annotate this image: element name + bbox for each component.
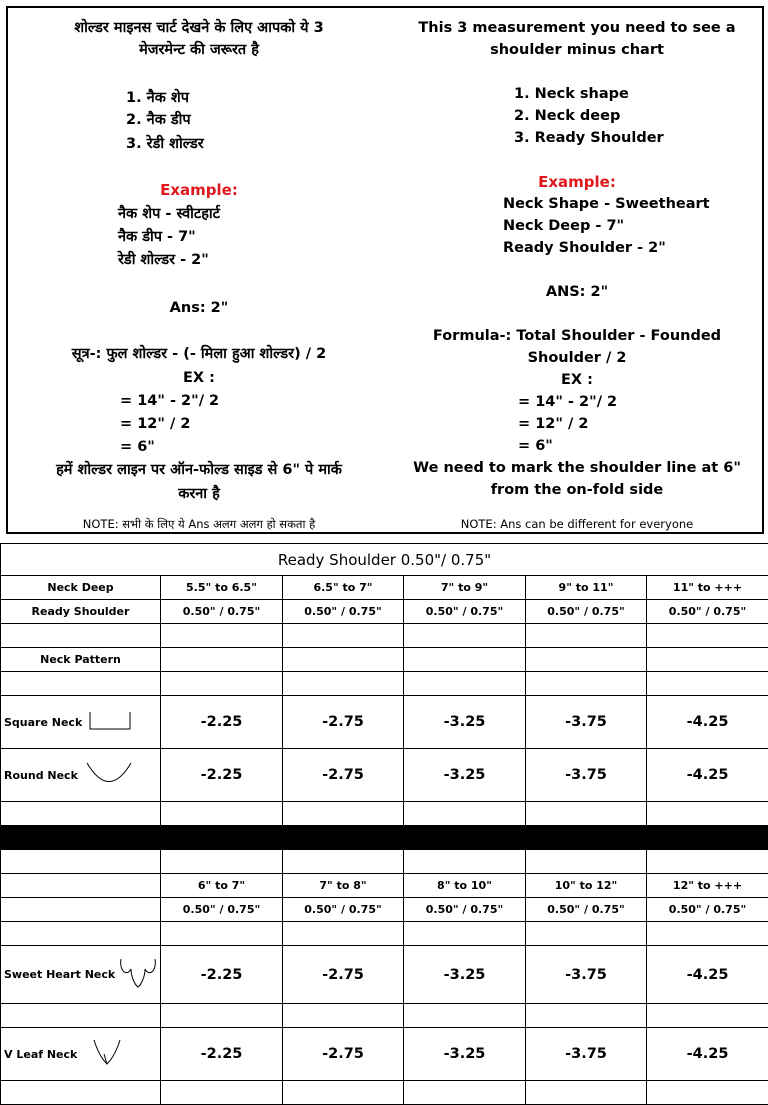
blank-cell xyxy=(647,802,768,826)
blank-cell xyxy=(404,648,526,672)
blank-cell xyxy=(1,850,161,874)
english-calc-2: = 12" / 2 xyxy=(518,414,764,434)
hindi-note: NOTE: सभी के लिए ये Ans अलग अलग हो सकता है xyxy=(8,514,390,534)
blank-cell xyxy=(283,648,404,672)
blank-cell xyxy=(526,802,647,826)
range-cell: 9" to 11" xyxy=(526,576,647,600)
blank-cell xyxy=(161,922,283,946)
blank-cell xyxy=(647,624,768,648)
blank-cell xyxy=(404,850,526,874)
blank-cell xyxy=(404,1081,526,1105)
english-item-1: 1. Neck shape xyxy=(514,84,764,104)
blank-cell xyxy=(161,1081,283,1105)
blank-cell xyxy=(283,672,404,696)
blank-cell xyxy=(526,624,647,648)
blank-cell xyxy=(526,648,647,672)
blank-cell xyxy=(404,672,526,696)
blank-cell xyxy=(526,922,647,946)
shoulder-value-cell: 0.50" / 0.75" xyxy=(283,600,404,624)
hindi-example-line-2: नैक डीप - 7" xyxy=(118,227,390,247)
value-cell: -3.25 xyxy=(404,749,526,802)
blank-cell xyxy=(1,624,161,648)
shoulder-value-cell: 0.50" / 0.75" xyxy=(283,898,404,922)
english-calc-3: = 6" xyxy=(518,436,764,456)
shoulder-value-cell: 0.50" / 0.75" xyxy=(647,898,768,922)
blank-cell xyxy=(526,672,647,696)
hindi-intro-line-1: शोल्डर माइनस चार्ट देखने के लिए आपको ये 3 xyxy=(8,18,390,38)
hindi-example-label: Example: xyxy=(8,180,390,200)
square-neck-row-label xyxy=(1,696,161,749)
range-cell: 6.5" to 7" xyxy=(283,576,404,600)
english-ex-label: EX : xyxy=(390,370,764,390)
v-leaf-neck-icon xyxy=(91,1038,123,1071)
value-cell: -4.25 xyxy=(647,749,768,802)
chart-title: Ready Shoulder 0.50"/ 0.75" xyxy=(1,544,768,576)
english-formula-line-1: Formula-: Total Shoulder - Founded xyxy=(390,326,764,346)
blank-cell xyxy=(526,850,647,874)
neck-pattern-label: Neck Pattern xyxy=(1,648,161,672)
row-label-text: V Leaf Neck xyxy=(4,1048,77,1061)
value-cell: -2.25 xyxy=(161,1028,283,1081)
value-cell: -4.25 xyxy=(647,696,768,749)
shoulder-value-cell: 0.50" / 0.75" xyxy=(161,898,283,922)
hindi-conclusion-line-1: हमें शोल्डर लाइन पर ऑन-फोल्ड साइड से 6" पे मार्क xyxy=(8,460,390,480)
section-divider-bar xyxy=(1,826,768,850)
shoulder-value-cell: 0.50" / 0.75" xyxy=(404,898,526,922)
range-cell: 7" to 9" xyxy=(404,576,526,600)
blank-cell xyxy=(647,850,768,874)
english-calc-1: = 14" - 2"/ 2 xyxy=(518,392,764,412)
blank-cell xyxy=(647,922,768,946)
english-conclusion-line-1: We need to mark the shoulder line at 6" xyxy=(390,458,764,478)
blank-cell xyxy=(161,850,283,874)
range-cell: 12" to +++ xyxy=(647,874,768,898)
value-cell: -3.25 xyxy=(404,1028,526,1081)
blank-cell xyxy=(647,672,768,696)
english-item-3: 3. Ready Shoulder xyxy=(514,128,764,148)
value-cell: -3.25 xyxy=(404,696,526,749)
value-cell: -3.75 xyxy=(526,1028,647,1081)
value-cell: -2.75 xyxy=(283,1028,404,1081)
blank-cell xyxy=(526,1081,647,1105)
range-cell: 8" to 10" xyxy=(404,874,526,898)
hindi-intro-line-2: मेजरमेन्ट की जरूरत है xyxy=(8,40,390,60)
value-cell: -3.75 xyxy=(526,696,647,749)
blank-cell xyxy=(1,922,161,946)
english-formula-line-2: Shoulder / 2 xyxy=(390,348,764,368)
hindi-item-3: 3. रेडी शोल्डर xyxy=(126,134,390,154)
round-neck-icon xyxy=(84,760,134,791)
english-intro-line-2: shoulder minus chart xyxy=(390,40,764,60)
hindi-calc-1: = 14" - 2"/ 2 xyxy=(120,391,390,411)
english-intro-line-1: This 3 measurement you need to see a xyxy=(390,18,764,38)
round-neck-row-label xyxy=(1,749,161,802)
sweetheart-neck-row-label xyxy=(1,946,161,1004)
hindi-example-line-1: नैक शेप - स्वीटहार्ट xyxy=(118,204,390,224)
range-cell: 5.5" to 6.5" xyxy=(161,576,283,600)
shoulder-value-cell: 0.50" / 0.75" xyxy=(526,898,647,922)
hindi-conclusion-line-2: करना है xyxy=(8,484,390,504)
blank-cell xyxy=(404,624,526,648)
english-conclusion-line-2: from the on-fold side xyxy=(390,480,764,500)
blank-cell xyxy=(161,672,283,696)
blank-cell xyxy=(1,802,161,826)
english-example-label: Example: xyxy=(390,172,764,192)
english-example-line-1: Neck Shape - Sweetheart xyxy=(503,194,764,214)
blank-cell xyxy=(283,624,404,648)
row-label-text: Sweet Heart Neck xyxy=(4,968,115,981)
blank-cell xyxy=(647,648,768,672)
value-cell: -4.25 xyxy=(647,946,768,1004)
value-cell: -2.75 xyxy=(283,696,404,749)
blank-cell xyxy=(1,672,161,696)
v-leaf-neck-row-label xyxy=(1,1028,161,1081)
english-example-line-2: Neck Deep - 7" xyxy=(503,216,764,236)
hindi-calc-3: = 6" xyxy=(120,437,390,457)
row-label-text: Round Neck xyxy=(4,769,78,782)
blank-cell xyxy=(283,1081,404,1105)
blank-cell xyxy=(161,648,283,672)
hindi-example-line-3: रेडी शोल्डर - 2" xyxy=(118,250,390,270)
blank-cell xyxy=(1,898,161,922)
blank-cell xyxy=(161,802,283,826)
neck-deep-label: Neck Deep xyxy=(1,576,161,600)
english-note: NOTE: Ans can be different for everyone xyxy=(390,514,764,534)
blank-cell xyxy=(404,922,526,946)
range-cell: 6" to 7" xyxy=(161,874,283,898)
range-cell: 11" to +++ xyxy=(647,576,768,600)
shoulder-value-cell: 0.50" / 0.75" xyxy=(647,600,768,624)
shoulder-value-cell: 0.50" / 0.75" xyxy=(161,600,283,624)
sweetheart-neck-icon xyxy=(117,957,159,992)
value-cell: -2.75 xyxy=(283,946,404,1004)
english-item-2: 2. Neck deep xyxy=(514,106,764,126)
value-cell: -2.25 xyxy=(161,696,283,749)
value-cell: -3.25 xyxy=(404,946,526,1004)
value-cell: -2.75 xyxy=(283,749,404,802)
english-example-line-3: Ready Shoulder - 2" xyxy=(503,238,764,258)
hindi-formula: सूत्र-: फुल शोल्डर - (- मिला हुआ शोल्डर) / 2 xyxy=(8,344,390,364)
hindi-item-1: 1. नैक शेप xyxy=(126,88,390,108)
instruction-box xyxy=(6,6,764,534)
blank-cell xyxy=(283,922,404,946)
blank-cell xyxy=(283,850,404,874)
hindi-ex-label: EX : xyxy=(8,368,390,388)
value-cell: -2.25 xyxy=(161,749,283,802)
hindi-answer: Ans: 2" xyxy=(8,298,390,318)
square-neck-icon xyxy=(88,710,132,735)
shoulder-value-cell: 0.50" / 0.75" xyxy=(404,600,526,624)
row-label-text: Square Neck xyxy=(4,716,82,729)
hindi-calc-2: = 12" / 2 xyxy=(120,414,390,434)
value-cell: -3.75 xyxy=(526,946,647,1004)
value-cell: -3.75 xyxy=(526,749,647,802)
hindi-item-2: 2. नैक डीप xyxy=(126,110,390,130)
blank-cell xyxy=(283,802,404,826)
blank-cell xyxy=(1,1081,161,1105)
english-answer: ANS: 2" xyxy=(390,282,764,302)
shoulder-value-cell: 0.50" / 0.75" xyxy=(526,600,647,624)
shoulder-minus-chart xyxy=(0,543,768,1105)
blank-cell xyxy=(1,874,161,898)
range-cell: 10" to 12" xyxy=(526,874,647,898)
range-cell: 7" to 8" xyxy=(283,874,404,898)
ready-shoulder-label: Ready Shoulder xyxy=(1,600,161,624)
value-cell: -2.25 xyxy=(161,946,283,1004)
blank-cell xyxy=(404,802,526,826)
blank-cell xyxy=(647,1081,768,1105)
blank-cell xyxy=(161,624,283,648)
value-cell: -4.25 xyxy=(647,1028,768,1081)
